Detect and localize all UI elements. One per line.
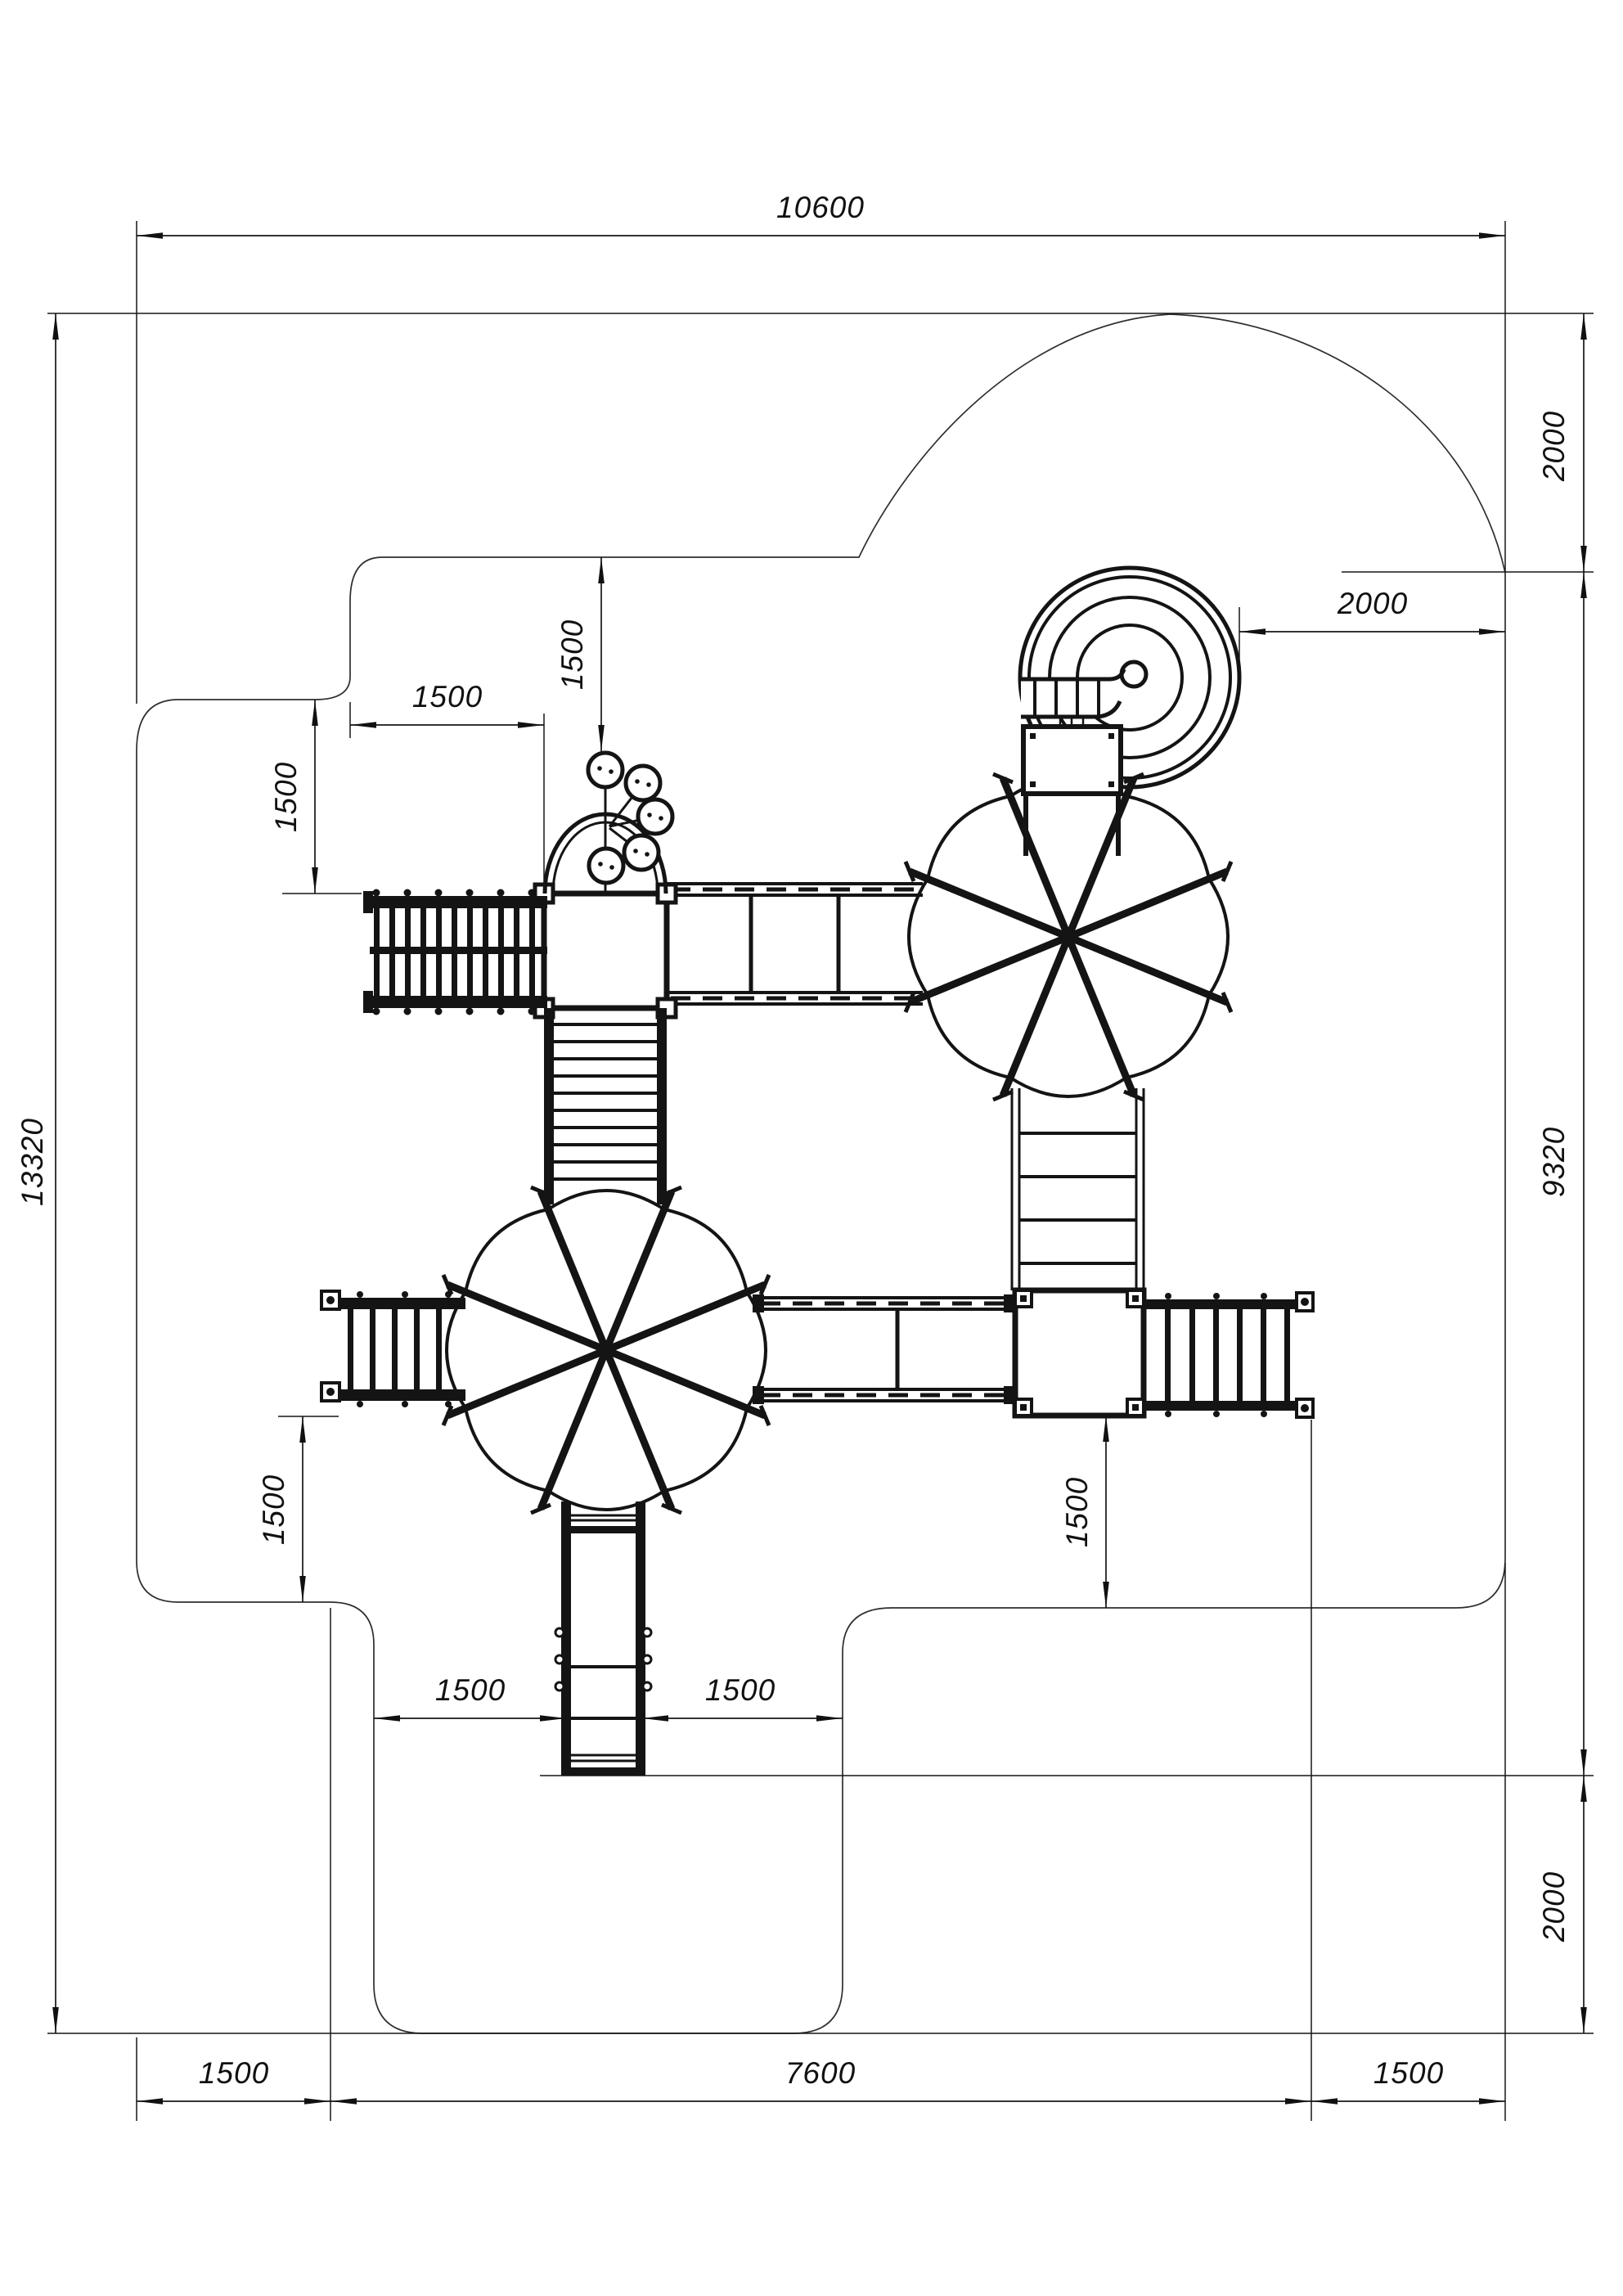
dim-label: 7600 (785, 2056, 856, 2090)
net-spokes (447, 1191, 765, 1509)
exit-platform (1015, 1290, 1144, 1416)
bridge-upper (667, 884, 923, 1004)
dim-label: 1500 (198, 2056, 270, 2090)
west-ladder (321, 1291, 465, 1407)
dim-right-offset-top (1537, 313, 1584, 572)
dim-zone-to-ladder (269, 700, 315, 894)
rope-pyramid-lower (443, 1187, 769, 1513)
pyramid-exit-ladder (1012, 1088, 1144, 1290)
dim-label: 13320 (16, 1118, 49, 1206)
dim-label: 1500 (257, 1474, 290, 1546)
dim-top-width (137, 191, 1505, 236)
dim-label: 1500 (269, 761, 303, 833)
dim-label: 10600 (776, 191, 865, 224)
dim-ladder-to-zone (257, 1416, 303, 1602)
dim-label: 2000 (1537, 1871, 1571, 1943)
bottom-climbing-tower (555, 1501, 651, 1776)
central-access-ladder (544, 1008, 667, 1204)
exit-stairs (1144, 1293, 1313, 1417)
dim-right-span (1537, 572, 1584, 1776)
dim-label: 2000 (1537, 410, 1571, 482)
dim-bottom-left (137, 2056, 330, 2101)
dim-zone-to-flowers (555, 557, 601, 751)
dim-label: 1500 (704, 1673, 776, 1707)
central-platform (535, 885, 676, 1017)
dim-tower-clear-left (374, 1673, 566, 1718)
dim-label: 1500 (555, 619, 589, 691)
dim-bottom-right (1311, 2056, 1505, 2101)
dim-step-to-tower (350, 680, 544, 725)
dimension-layer (16, 191, 1594, 2121)
slide-center (1122, 662, 1146, 687)
dim-label: 1500 (1373, 2056, 1445, 2090)
slide-platform (1023, 718, 1121, 856)
dim-label: 2000 (1337, 587, 1409, 620)
end-cap (363, 991, 373, 1013)
dim-bottom-span (330, 2056, 1311, 2101)
dim-slide-clearance (1239, 587, 1505, 632)
dim-left-height (16, 313, 56, 2033)
dim-tower-clear-right (642, 1673, 843, 1718)
bridge-lower (753, 1294, 1015, 1404)
extension-lines (47, 221, 1594, 2121)
dim-platform-to-zone (1060, 1416, 1106, 1608)
rope-pyramid-upper (906, 774, 1231, 1100)
dim-label: 1500 (411, 680, 483, 714)
dim-label: 1500 (1060, 1476, 1094, 1548)
dim-label: 1500 (434, 1673, 506, 1707)
dim-right-offset-bottom (1537, 1776, 1584, 2033)
dim-label: 9320 (1537, 1126, 1571, 1198)
net-spokes (910, 778, 1227, 1096)
end-cap (363, 891, 373, 913)
monkey-bar-bridge (363, 889, 547, 1015)
